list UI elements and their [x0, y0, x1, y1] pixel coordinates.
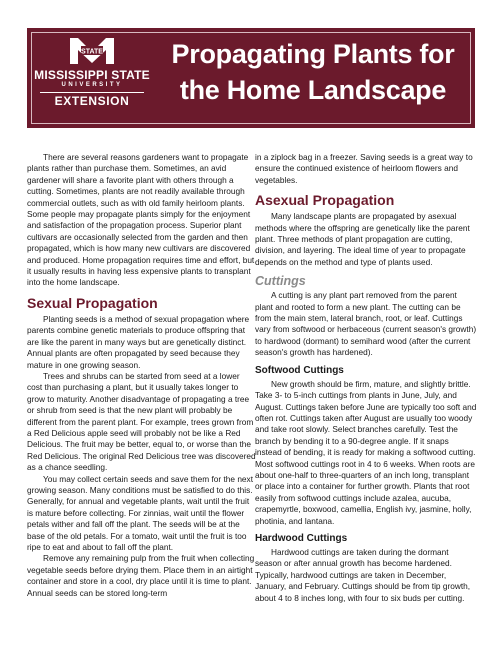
softwood-cuttings-heading: Softwood Cuttings — [255, 364, 344, 376]
logo-divider — [40, 92, 144, 93]
hardwood-cuttings-heading: Hardwood Cuttings — [255, 532, 348, 544]
asexual-paragraph: Many landscape plants are propagated by asexual methods where the offspring are genetically like the parent plant. Three methods of plant propagation are cutting, division, and layering. The ideal time of year to propagate depends on the method and type of plants used. — [255, 211, 470, 267]
softwood-paragraph: New growth should be firm, mature, and slightly brittle. Take 3- to 5-inch cuttings from plants in June, July, and August. Cuttings taken before June are typically too soft and often rot. Cuttings taken after August are usually too woody and take root slowly. Select branches carefully. Test the branch by bending it to a 90-degree angle. If it snaps instead of bending, it is ready for making a softwood cutting. Most softwood cuttings root in 4 to 6 weeks. When roots are about one-half to three-quarters of an inch long, transplant or place into a container for further growth. Plants that root easily from softwood cuttings include azalea, aucuba, crapemyrtle, boxwood, camellia, English ivy, jasmine, holly, photinia, and lantana. — [255, 378, 477, 526]
intro-paragraph: There are several reasons gardeners want to propagate plants rather than purchase them. Sometimes, an avid gardener will share a favorite plant with others through a cutting. Sometimes, plants are not readily available through commercial outlets, such as with old family heirloom plants. Some people may propagate plants simply for the enjoyment and satisfaction of the propagation process. Superior plant cultivars are occasionally selected from the garden and then propagated, which is how many new cultivars are discovered and produced. Home propagation requires time and effort, but it usually results in having less expensive plants to transplant into the home landscape. — [27, 152, 255, 288]
header-banner — [27, 28, 475, 128]
hardwood-paragraph: Hardwood cuttings are taken during the dormant season or after annual growth has become hardened. Typically, hardwood cuttings are taken in December, January, and February. Cuttings should be from tip growth, about 4 to 8 inches long, with four to six buds per cutting. — [255, 546, 471, 603]
page-title — [159, 36, 467, 108]
msu-m-seal-icon — [68, 36, 116, 66]
logo-name: MISSISSIPPI STATE — [34, 68, 150, 82]
left-column — [27, 152, 257, 599]
title-line-2: the Home Landscape — [179, 75, 447, 105]
logo-extension: EXTENSION — [54, 94, 130, 108]
asexual-propagation-heading: Asexual Propagation — [255, 192, 395, 209]
right-column — [255, 152, 477, 604]
continued-paragraph: in a ziplock bag in a freezer. Saving seeds is a great way to ensure the continued existence of heirloom flowers and vegetables. — [255, 152, 473, 185]
sexual-propagation-heading: Sexual Propagation — [27, 294, 158, 311]
msu-extension-logo — [33, 34, 151, 120]
sexual-paragraph-1: Planting seeds is a method of sexual propagation where parents combine genetic materials to produce offspring that are like the parent in many ways but are genetically distinct. Annual plants are often propagated by seed because they mature in one growing season. — [27, 313, 250, 370]
sexual-paragraph-4: Remove any remaining pulp from the fruit when collecting vegetable seeds before drying them. Place them in an airtight container and store in a cool, dry place until it is time to plant. Annual seeds can be stored long-term — [27, 553, 255, 598]
title-line-1: Propagating Plants for — [171, 39, 455, 69]
sexual-paragraph-2: Trees and shrubs can be started from seed at a lower cost than purchasing a plant, but it usually takes longer to grow to maturity. Another disadvantage of propagating a tree or shrub from seed is that the new plant will probably be different from the parent plant. For example, trees grown from a Red Delicious apple seed will probably not be like a Red Delicious. The fruit may be better, equal to, or worse than the Red Delicious. The original Red Delicious tree was discovered as a chance seedling. — [27, 370, 256, 473]
logo-seal-text: STATE — [81, 48, 103, 56]
cuttings-paragraph: A cutting is any plant part removed from the parent plant and rooted to form a new plant. The cutting can be from the main stem, lateral branch, root, or leaf. Cuttings vary from softwood or herbaceous (current season's growth) to hardwood (dormant) to semihard wood (after the current season's growth has hardened). — [255, 290, 477, 358]
sexual-paragraph-3: You may collect certain seeds and save them for the next growing season. Many conditions must be satisfied to do this. Generally, for annual and vegetable plants, wait until the fruit is mature before collecting. For zinnias, wait until the flower petals wither and fall off the plant. The seeds will be at the base of the old petals. For a tomato, wait until the fruit is too ripe to eat and about to fall off the plant. — [27, 473, 253, 552]
logo-university: UNIVERSITY — [61, 82, 123, 88]
cuttings-heading: Cuttings — [255, 274, 306, 289]
